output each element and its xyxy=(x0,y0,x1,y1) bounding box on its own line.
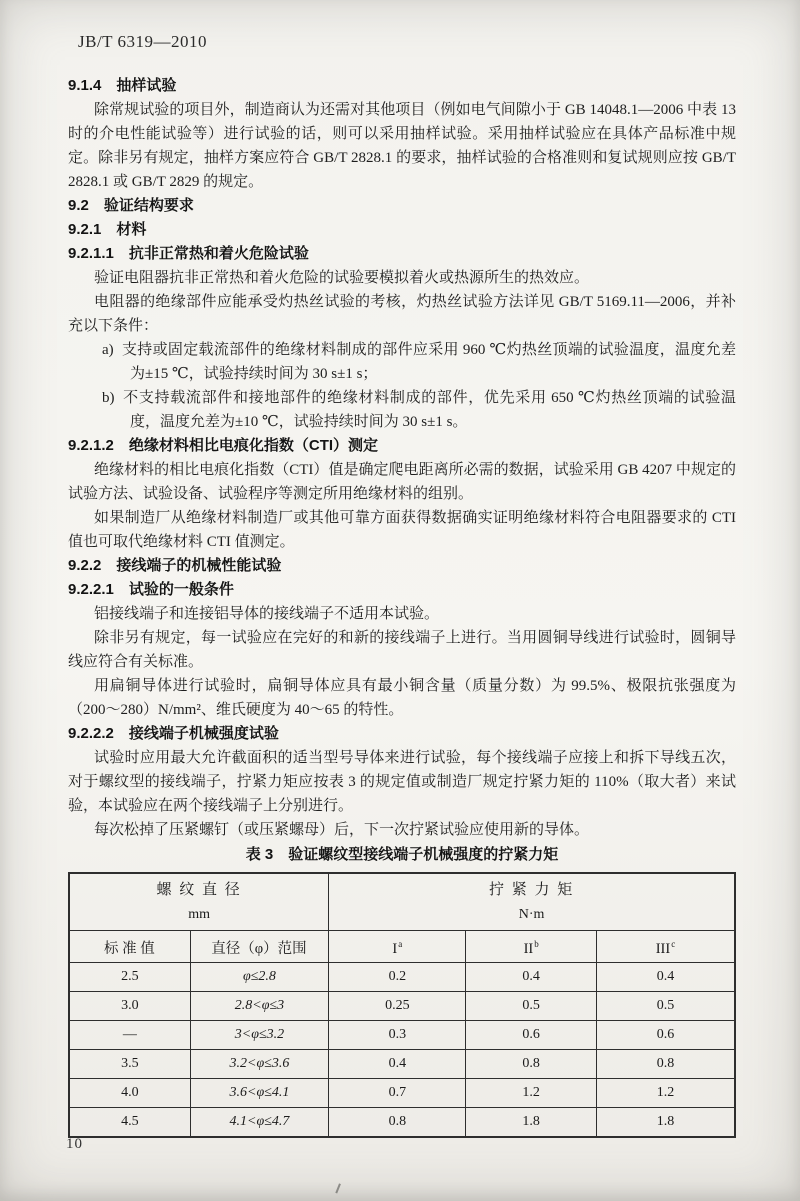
cell-torque-I: 0.8 xyxy=(329,1108,466,1138)
cell-torque-I: 0.7 xyxy=(329,1079,466,1108)
col-group-thread-diameter-unit: mm xyxy=(188,907,210,922)
cell-standard-value: 4.5 xyxy=(69,1108,190,1138)
cell-standard-value: — xyxy=(69,1021,190,1050)
section-heading-9-2-1: 9.2.1 材料 xyxy=(68,221,147,238)
cell-torque-III: 0.4 xyxy=(596,963,735,992)
section-heading-9-2-2-1: 9.2.2.1 试验的一般条件 xyxy=(68,581,234,598)
section-heading-9-1-4: 9.1.4 抽样试验 xyxy=(68,77,177,94)
list-item-a xyxy=(102,338,736,386)
table3-sub-header-row xyxy=(69,931,735,963)
table3-header xyxy=(69,873,735,963)
page-content xyxy=(68,74,736,1138)
cell-standard-value: 4.0 xyxy=(69,1079,190,1108)
scan-speck xyxy=(335,1183,343,1194)
cell-torque-II: 1.8 xyxy=(466,1108,597,1138)
footnote-marker-b: b xyxy=(534,939,539,950)
col-header-diameter-range: 直径（φ）范围 xyxy=(190,931,329,963)
cell-torque-III: 1.2 xyxy=(596,1079,735,1108)
table-row xyxy=(69,1050,735,1079)
table-row xyxy=(69,1108,735,1138)
table3-body xyxy=(69,963,735,1138)
col-header-group-II: II$^b$ xyxy=(466,931,597,963)
cell-standard-value: 2.5 xyxy=(69,963,190,992)
cell-diameter-range: 4.1<φ≤4.7 xyxy=(190,1108,329,1138)
cell-standard-value: 3.0 xyxy=(69,992,190,1021)
cell-torque-III: 1.8 xyxy=(596,1108,735,1138)
paragraph-cti-definition: 绝缘材料的相比电痕化指数（CTI）值是确定爬电距离所必需的数据，试验采用 GB 4207 中规定的试验方法、试验设备、试验程序等测定所用绝缘材料的组别。 xyxy=(68,462,736,502)
cell-torque-I: 0.4 xyxy=(329,1050,466,1079)
standard-number-header: JB/T 6319—2010 xyxy=(78,32,208,51)
paragraph-aluminium-terminals: 铝接线端子和连接铝导体的接线端子不适用本试验。 xyxy=(94,606,440,622)
footnote-marker-a: a xyxy=(398,939,403,950)
list-item-b-label: b) xyxy=(102,390,115,406)
table3-group-header-row xyxy=(69,873,735,931)
table3-torque xyxy=(68,872,736,1138)
section-heading-9-2-2: 9.2.2 接线端子的机械性能试验 xyxy=(68,557,282,574)
paragraph-sampling-test: 除常规试验的项目外，制造商认为还需对其他项目（例如电气间隙小于 GB 14048.1—2006 中表 13 时的介电性能试验等）进行试验的话，则可以采用抽样试验。采用抽样试验应在具体产品标准中规定。除非另有规定，抽样方案应符合 GB/T 2828.1 的要求，抽样试验的合格准则和复试规则应按 GB/T 2828.1 或 GB/T 2829 的规定。 xyxy=(68,102,736,190)
col-group-tightening-torque xyxy=(329,873,735,931)
table-row xyxy=(69,992,735,1021)
table-row xyxy=(69,1079,735,1108)
col-header-group-III: III$^c$ xyxy=(596,931,735,963)
paragraph-flat-copper: 用扁铜导体进行试验时，扁铜导体应具有最小铜含量（质量分数）为 99.5%、极限抗张强度为（200～280）N/mm²、维氏硬度为 40～65 的特性。 xyxy=(68,678,736,718)
section-heading-9-2-1-1: 9.2.1.1 抗非正常热和着火危险试验 xyxy=(68,245,309,262)
cell-torque-II: 0.4 xyxy=(466,963,597,992)
list-item-a-label: a) xyxy=(102,342,114,358)
cell-torque-II: 0.6 xyxy=(466,1021,597,1050)
col-group-thread-diameter-title: 螺 纹 直 径 xyxy=(156,882,242,898)
cell-torque-II: 1.2 xyxy=(466,1079,597,1108)
col-group-tightening-torque-unit: N·m xyxy=(518,907,545,922)
col-header-standard-value: 标 准 值 xyxy=(69,931,190,963)
page-number: 10 xyxy=(66,1136,83,1152)
table-row xyxy=(69,963,735,992)
cell-torque-I: 0.25 xyxy=(329,992,466,1021)
cell-torque-II: 0.5 xyxy=(466,992,597,1021)
col-group-thread-diameter xyxy=(69,873,329,931)
paragraph-new-conductor: 每次松掉了压紧螺钉（或压紧螺母）后，下一次拧紧试验应使用新的导体。 xyxy=(94,822,590,838)
list-item-b-text: 不支持载流部件和接地部件的绝缘材料制成的部件，优先采用 650 ℃灼热丝顶端的试验温度，温度允差为±10 ℃，试验持续时间为 30 s±1 s。 xyxy=(122,390,736,430)
paragraph-fire-hazard: 验证电阻器抗非正常热和着火危险的试验要模拟着火或热源所生的热效应。 xyxy=(94,270,590,286)
cell-torque-III: 0.8 xyxy=(596,1050,735,1079)
col-header-group-I: I$^a$ xyxy=(329,931,466,963)
paragraph-cti-substitute: 如果制造厂从绝缘材料制造厂或其他可靠方面获得数据确实证明绝缘材料符合电阻器要求的 CTI 值也可取代绝缘材料 CTI 值测定。 xyxy=(68,510,736,550)
paragraph-glow-wire: 电阻器的绝缘部件应能承受灼热丝试验的考核，灼热丝试验方法详见 GB/T 5169.11—2006，并补充以下条件： xyxy=(68,294,736,334)
table-row xyxy=(69,1021,735,1050)
paragraph-new-terminals: 除非另有规定，每一试验应在完好的和新的接线端子上进行。当用圆铜导线进行试验时，圆铜导线应符合有关标准。 xyxy=(68,630,736,670)
cell-torque-II: 0.8 xyxy=(466,1050,597,1079)
list-item-a-text: 支持或固定载流部件的绝缘材料制成的部件应采用 960 ℃灼热丝顶端的试验温度，温度允差为±15 ℃，试验持续时间为 30 s±1 s； xyxy=(121,342,736,382)
col-group-tightening-torque-title: 拧 紧 力 矩 xyxy=(488,882,575,898)
cell-diameter-range: 3<φ≤3.2 xyxy=(190,1021,329,1050)
footnote-marker-c: c xyxy=(671,939,676,950)
cell-standard-value: 3.5 xyxy=(69,1050,190,1079)
section-heading-9-2: 9.2 验证结构要求 xyxy=(68,197,194,214)
cell-diameter-range: 2.8<φ≤3 xyxy=(190,992,329,1021)
cell-diameter-range: 3.6<φ≤4.1 xyxy=(190,1079,329,1108)
cell-torque-I: 0.2 xyxy=(329,963,466,992)
section-heading-9-2-1-2: 9.2.1.2 绝缘材料相比电痕化指数（CTI）测定 xyxy=(68,437,379,454)
cell-diameter-range: 3.2<φ≤3.6 xyxy=(190,1050,329,1079)
cell-torque-III: 0.6 xyxy=(596,1021,735,1050)
section-heading-9-2-2-2: 9.2.2.2 接线端子机械强度试验 xyxy=(68,725,279,742)
table3-title: 表 3 验证螺纹型接线端子机械强度的拧紧力矩 xyxy=(245,846,559,863)
list-item-b xyxy=(102,386,736,434)
paragraph-torque-test: 试验时应用最大允许截面积的适当型号导体来进行试验，每个接线端子应接上和拆下导线五次，对于螺纹型的接线端子，拧紧力矩应按表 3 的规定值或制造厂规定拧紧力矩的 110%（取大者）来试验，本试验应在两个接线端子上分别进行。 xyxy=(68,750,736,814)
cell-torque-I: 0.3 xyxy=(329,1021,466,1050)
cell-diameter-range: φ≤2.8 xyxy=(190,963,329,992)
cell-torque-III: 0.5 xyxy=(596,992,735,1021)
